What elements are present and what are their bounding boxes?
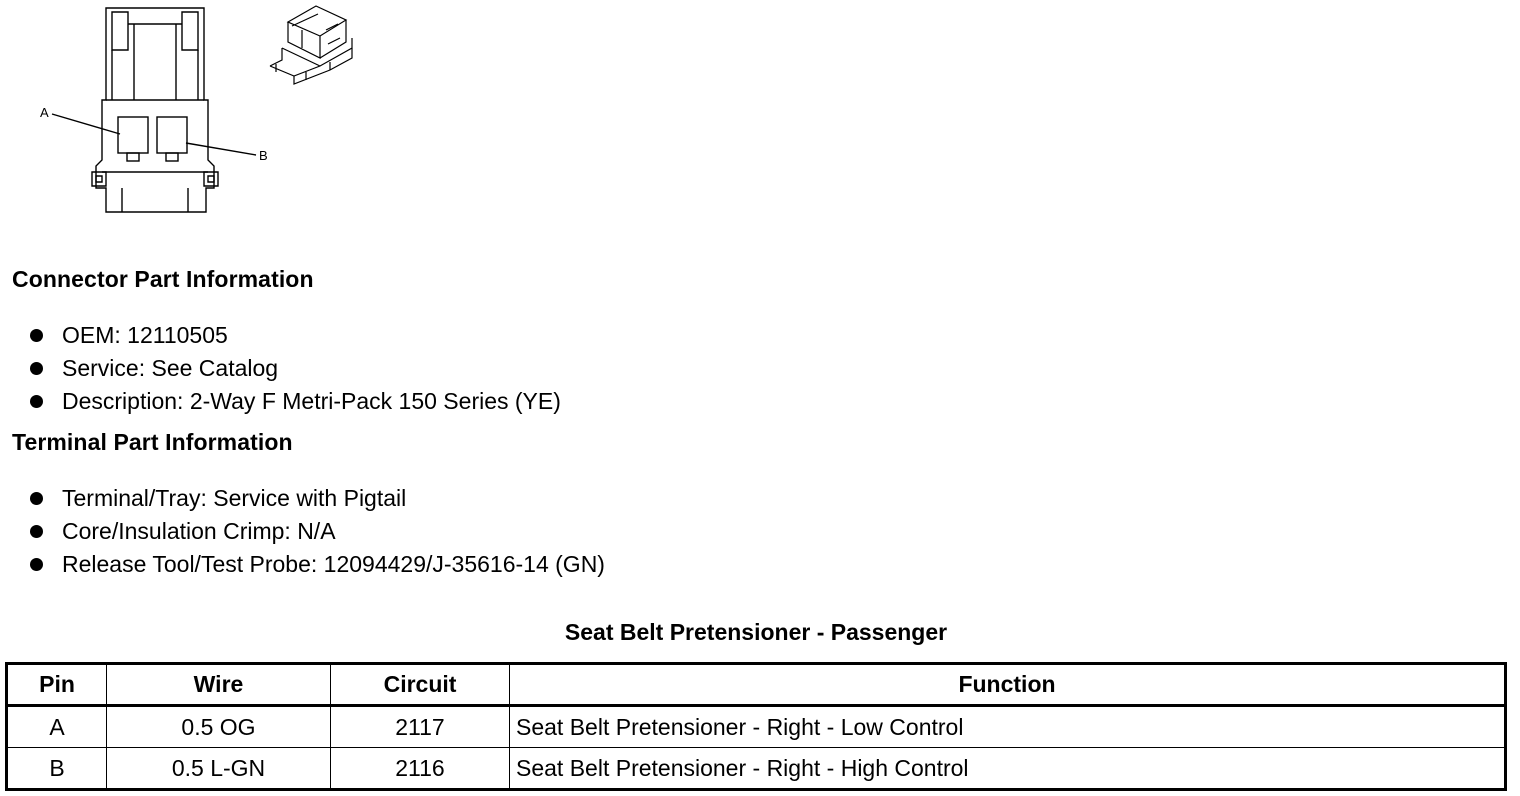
connector-part-info-list	[28, 320, 561, 419]
list-item	[28, 516, 605, 549]
terminal-part-info-heading: Terminal Part Information	[12, 429, 293, 455]
list-item	[28, 483, 605, 516]
cell-function: Seat Belt Pretensioner - Right - Low Control	[510, 706, 1506, 748]
bullet-icon	[30, 525, 43, 538]
pin-table	[5, 662, 1507, 791]
list-item	[28, 386, 561, 419]
pin-table-title: Seat Belt Pretensioner - Passenger	[564, 619, 948, 645]
list-item	[28, 320, 561, 353]
terminal-tray-text: Terminal/Tray: Service with Pigtail	[62, 485, 407, 511]
cell-pin: A	[7, 706, 107, 748]
cavity-b-drawing	[157, 117, 187, 161]
list-item	[28, 549, 605, 582]
crimp-text: Core/Insulation Crimp: N/A	[62, 518, 336, 544]
table-row	[7, 748, 1506, 790]
cell-wire: 0.5 L-GN	[107, 748, 331, 790]
pin-b-label: B	[259, 148, 268, 163]
connector-isometric-drawing	[270, 6, 352, 84]
list-item	[28, 353, 561, 386]
table-row	[7, 706, 1506, 748]
service-text: Service: See Catalog	[62, 355, 279, 381]
bullet-icon	[30, 329, 43, 342]
oem-text: OEM: 12110505	[62, 322, 228, 348]
cell-pin: B	[7, 748, 107, 790]
header-function: Function	[510, 664, 1506, 706]
connector-diagram	[30, 0, 370, 220]
connector-part-info-heading: Connector Part Information	[12, 266, 314, 292]
cell-wire: 0.5 OG	[107, 706, 331, 748]
leader-line-a	[52, 114, 120, 134]
header-circuit: Circuit	[331, 664, 510, 706]
bullet-icon	[30, 362, 43, 375]
bullet-icon	[30, 492, 43, 505]
header-wire: Wire	[107, 664, 331, 706]
release-tool-text: Release Tool/Test Probe: 12094429/J-35616-14 (GN)	[62, 551, 605, 577]
header-pin: Pin	[7, 664, 107, 706]
leader-line-b	[186, 143, 256, 155]
table-header-row	[7, 664, 1506, 706]
pin-a-label: A	[40, 105, 49, 120]
cavity-a-drawing	[118, 117, 148, 161]
bullet-icon	[30, 395, 43, 408]
cell-circuit: 2117	[331, 706, 510, 748]
cell-circuit: 2116	[331, 748, 510, 790]
terminal-part-info-list	[28, 483, 605, 582]
bullet-icon	[30, 558, 43, 571]
description-text: Description: 2-Way F Metri-Pack 150 Series (YE)	[62, 388, 561, 414]
connector-face-drawing	[92, 8, 218, 212]
cell-function: Seat Belt Pretensioner - Right - High Control	[510, 748, 1506, 790]
